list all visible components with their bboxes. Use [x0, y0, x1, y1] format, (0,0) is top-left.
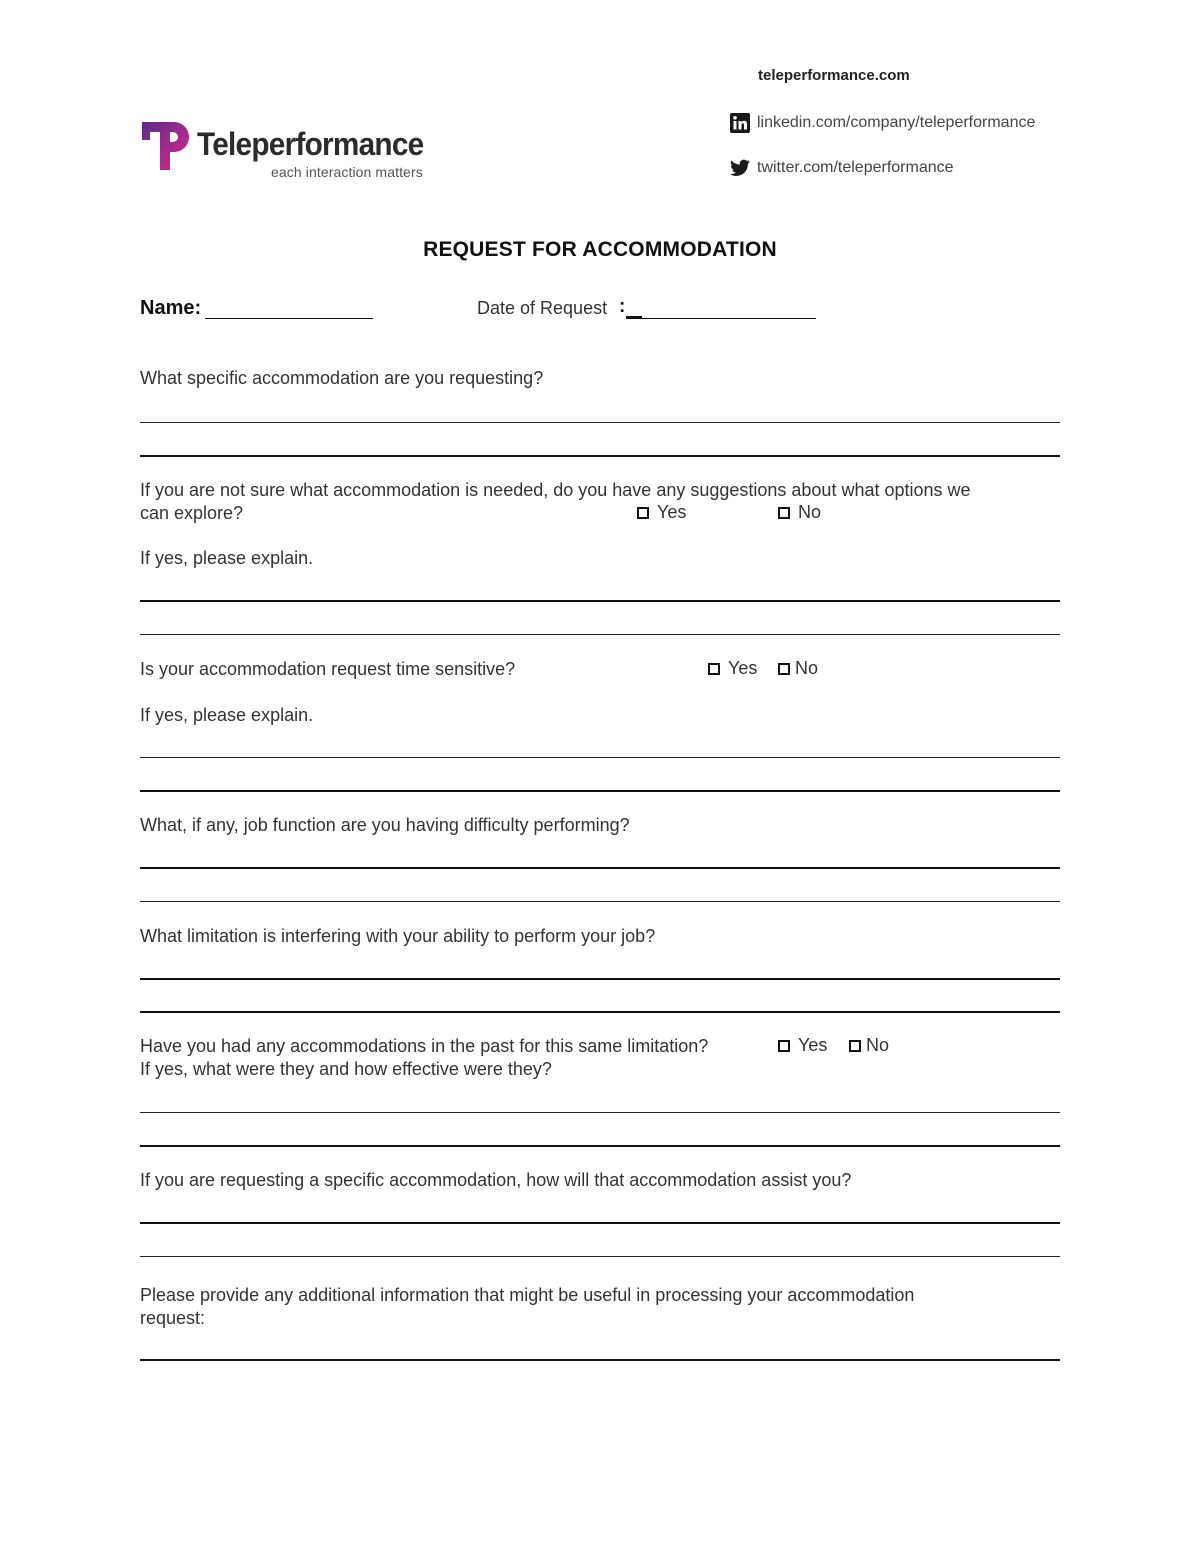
brand-name: Teleperformance [197, 126, 424, 162]
checkbox-label: Yes [728, 658, 758, 678]
checkbox-label: No [798, 502, 822, 522]
name-field[interactable] [205, 318, 373, 319]
question-additional-info-line2: request: [140, 1308, 206, 1328]
past-accommodations-followup: If yes, what were they and how effective were they? [140, 1059, 552, 1079]
checkbox-label: No [795, 658, 819, 678]
question-limitation: What limitation is interfering with your ability to perform your job? [140, 926, 656, 946]
suggestions-explain-label: If yes, please explain. [140, 548, 314, 568]
linkedin-contact[interactable] [730, 113, 1035, 133]
time-sensitive-no-checkbox[interactable] [778, 658, 818, 679]
answer-line[interactable] [140, 422, 1060, 423]
answer-line[interactable] [140, 978, 1060, 980]
answer-line[interactable] [140, 1359, 1060, 1361]
date-colon: : [619, 296, 626, 317]
question-suggestions-line1: If you are not sure what accommodation is needed, do you have any suggestions about what options we [140, 480, 971, 500]
date-field-underscore [626, 316, 642, 318]
checkbox-icon [778, 663, 790, 675]
twitter-contact[interactable] [730, 159, 954, 177]
past-accommodations-no-checkbox[interactable] [849, 1035, 889, 1056]
brand-tagline: each interaction matters [271, 164, 423, 180]
twitter-text: twitter.com/teleperformance [757, 159, 954, 176]
checkbox-icon [708, 663, 720, 675]
checkbox-icon [778, 507, 790, 519]
past-accommodations-yes-checkbox[interactable] [778, 1035, 827, 1056]
website-link[interactable]: teleperformance.com [758, 67, 910, 84]
answer-line[interactable] [140, 1011, 1060, 1013]
checkbox-icon [849, 1040, 861, 1052]
answer-line[interactable] [140, 1256, 1060, 1257]
question-suggestions-line2: can explore? [140, 503, 244, 523]
answer-line[interactable] [140, 634, 1060, 635]
question-time-sensitive: Is your accommodation request time sensitive? [140, 659, 516, 679]
answer-line[interactable] [140, 790, 1060, 792]
twitter-icon [730, 159, 750, 177]
checkbox-icon [637, 507, 649, 519]
name-label: Name: [140, 297, 202, 319]
question-how-assist: If you are requesting a specific accommodation, how will that accommodation assist you? [140, 1170, 852, 1190]
answer-line[interactable] [140, 901, 1060, 902]
checkbox-label: Yes [657, 502, 687, 522]
date-of-request-field[interactable] [626, 318, 816, 319]
question-past-accommodations: Have you had any accommodations in the past for this same limitation? [140, 1036, 709, 1056]
time-sensitive-yes-checkbox[interactable] [708, 658, 757, 679]
suggestions-no-checkbox[interactable] [778, 502, 821, 523]
answer-line[interactable] [140, 600, 1060, 602]
question-job-function: What, if any, job function are you having difficulty performing? [140, 815, 630, 835]
question-specific-accommodation: What specific accommodation are you requesting? [140, 368, 544, 388]
checkbox-icon [778, 1040, 790, 1052]
time-sensitive-explain-label: If yes, please explain. [140, 705, 314, 725]
answer-line[interactable] [140, 455, 1060, 457]
answer-line[interactable] [140, 1222, 1060, 1224]
linkedin-icon [730, 113, 750, 133]
answer-line[interactable] [140, 757, 1060, 758]
teleperformance-logo-icon [140, 120, 190, 172]
checkbox-label: No [866, 1035, 890, 1055]
suggestions-yes-checkbox[interactable] [637, 502, 686, 523]
linkedin-text: linkedin.com/company/teleperformance [757, 114, 1036, 131]
document-title: REQUEST FOR ACCOMMODATION [423, 238, 777, 261]
date-of-request-label: Date of Request [477, 298, 608, 318]
answer-line[interactable] [140, 1112, 1060, 1113]
question-additional-info-line1: Please provide any additional information that might be useful in processing your accommodation [140, 1285, 915, 1305]
answer-line[interactable] [140, 1145, 1060, 1147]
answer-line[interactable] [140, 867, 1060, 869]
checkbox-label: Yes [798, 1035, 828, 1055]
